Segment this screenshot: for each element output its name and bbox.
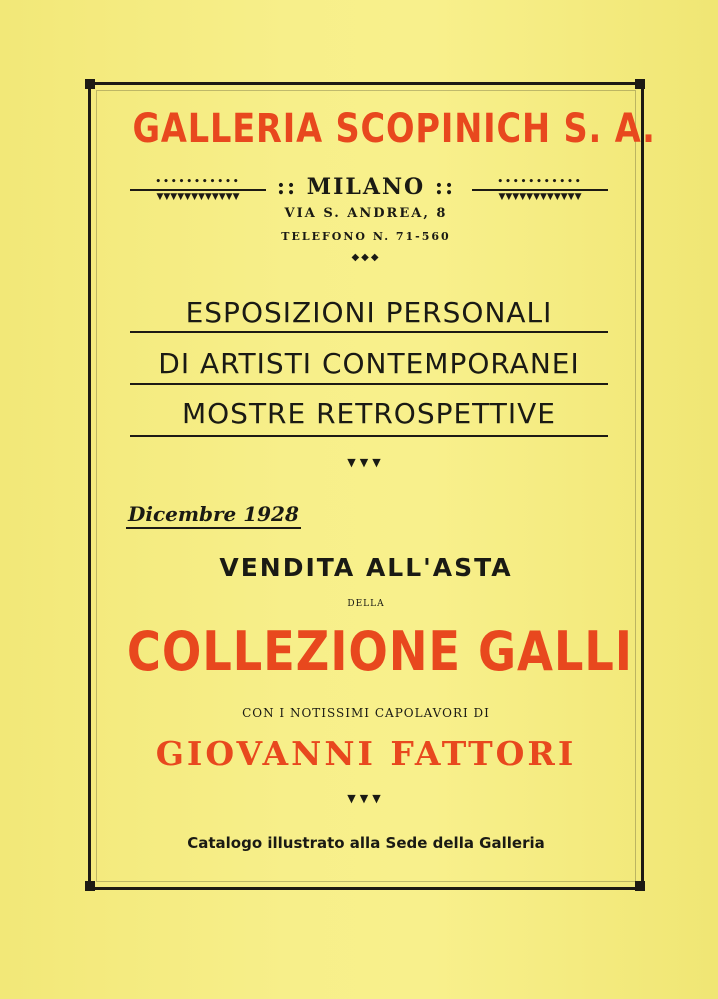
collection-name: COLLEZIONE GALLI bbox=[126, 620, 633, 683]
triangle-separator: ▼▼▼ bbox=[347, 792, 385, 805]
deco-dots: ••••••••••• bbox=[497, 178, 583, 187]
corner-ornament bbox=[85, 881, 95, 891]
corner-ornament bbox=[85, 79, 95, 89]
corner-ornament bbox=[635, 79, 645, 89]
connector-text: DELLA bbox=[347, 599, 385, 609]
auction-title: VENDITA ALL'ASTA bbox=[219, 553, 513, 582]
artist-name: GIOVANNI FATTORI bbox=[155, 734, 577, 773]
exhibition-line-1: ESPOSIZIONI PERSONALI bbox=[185, 296, 553, 329]
exhibition-line-3: MOSTRE RETROSPETTIVE bbox=[181, 397, 557, 430]
divider bbox=[130, 435, 608, 437]
gallery-name: GALLERIA SCOPINICH S. A. bbox=[132, 106, 656, 152]
deco-triangles: ▼▼▼▼▼▼▼▼▼▼▼▼ bbox=[498, 192, 582, 202]
divider bbox=[130, 331, 608, 333]
divider bbox=[130, 383, 608, 385]
gallery-phone: TELEFONO N. 71-560 bbox=[281, 230, 451, 243]
exhibition-line-2: DI ARTISTI CONTEMPORANEI bbox=[158, 347, 580, 380]
gallery-address: VIA S. ANDREA, 8 bbox=[284, 206, 448, 221]
deco-dots: ••••••••••• bbox=[155, 178, 241, 187]
event-date: Dicembre 1928 bbox=[126, 502, 301, 529]
triangle-separator: ▼▼▼ bbox=[347, 456, 385, 469]
masterpieces-subtitle: CON I NOTISSIMI CAPOLAVORI DI bbox=[242, 706, 490, 720]
catalogue-note: Catalogo illustrato alla Sede della Galleria bbox=[187, 834, 545, 852]
corner-ornament bbox=[635, 881, 645, 891]
gallery-city: :: MILANO :: bbox=[276, 174, 456, 200]
diamond-separator: ◆◆◆ bbox=[351, 252, 381, 263]
deco-triangles: ▼▼▼▼▼▼▼▼▼▼▼▼ bbox=[156, 192, 240, 202]
